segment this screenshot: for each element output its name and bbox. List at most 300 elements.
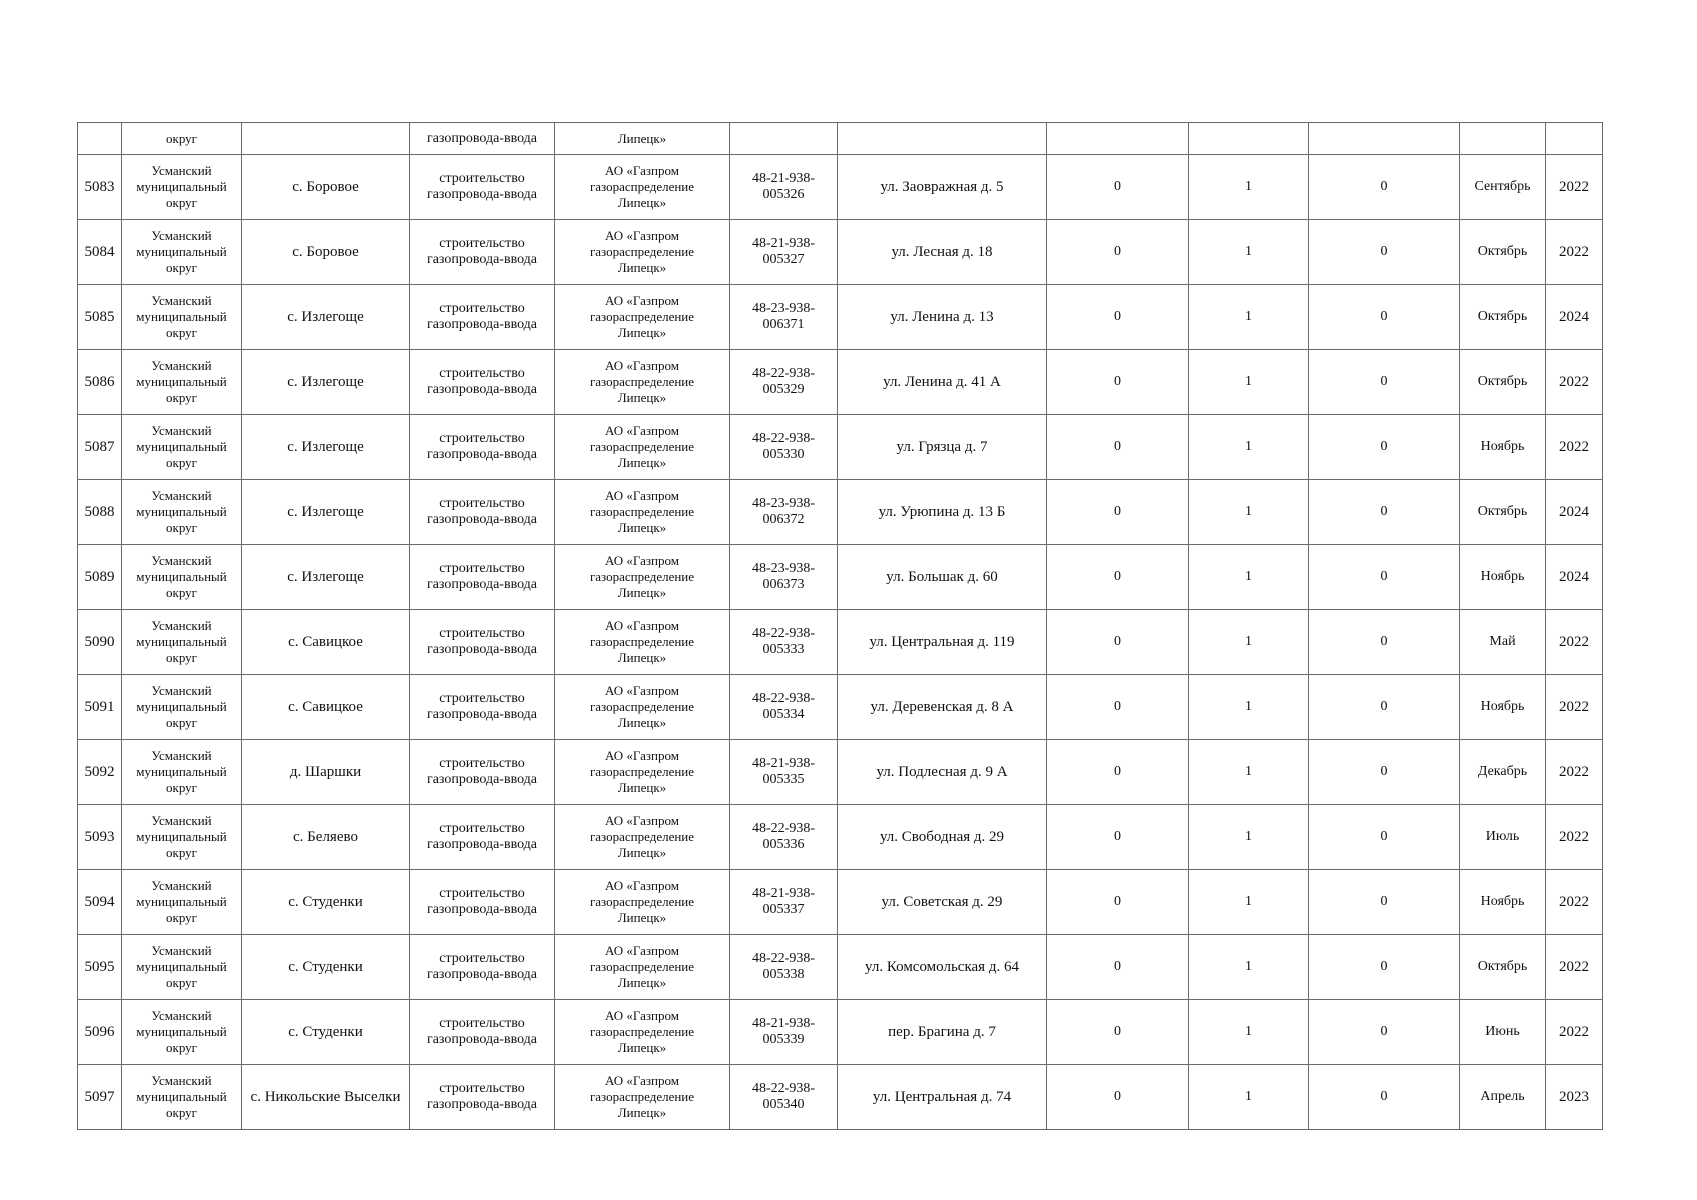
value2-cell — [1189, 610, 1309, 675]
month-text: Июль — [1485, 829, 1520, 844]
district-cell — [122, 123, 242, 155]
table-row — [78, 610, 1603, 675]
value2-cell — [1189, 1000, 1309, 1065]
value1-text: 0 — [1114, 764, 1121, 779]
object-id-line: 48-22-938- — [752, 951, 815, 966]
month-cell — [1460, 155, 1546, 220]
locality-cell — [242, 805, 410, 870]
address-text: ул. Центральная д. 119 — [869, 634, 1015, 650]
year-cell — [1546, 610, 1603, 675]
month-cell — [1460, 805, 1546, 870]
work-type-cell — [410, 220, 555, 285]
organization-line: Липецк» — [617, 325, 667, 340]
row-number-cell — [78, 935, 122, 1000]
address-text: ул. Комсомольская д. 64 — [865, 959, 1019, 975]
locality-text: с. Боровое — [292, 179, 359, 195]
district-line: Усманский — [151, 1008, 212, 1023]
district-line: округ — [166, 650, 197, 665]
value2-text: 1 — [1245, 569, 1252, 584]
object-id-line: 48-22-938- — [752, 691, 815, 706]
object-id-cell — [730, 285, 838, 350]
row-number-text: 5086 — [84, 374, 115, 390]
value3-cell — [1309, 740, 1460, 805]
value1-text: 0 — [1114, 894, 1121, 909]
value3-cell — [1309, 870, 1460, 935]
year-text: 2022 — [1559, 829, 1589, 845]
month-text: Октябрь — [1477, 244, 1528, 259]
organization-line: газораспределение — [589, 439, 695, 454]
organization-line: АО «Газпром — [605, 228, 679, 243]
organization-line: газораспределение — [589, 699, 695, 714]
district-line: округ — [166, 585, 197, 600]
address-cell — [838, 545, 1047, 610]
table-row — [78, 350, 1603, 415]
value1-cell — [1047, 740, 1189, 805]
row-number-cell — [78, 480, 122, 545]
table-row — [78, 155, 1603, 220]
work-type-line: газопровода-ввода — [426, 1097, 538, 1112]
work-type-line: газопровода-ввода — [426, 317, 538, 332]
value3-text: 0 — [1380, 1024, 1388, 1039]
value3-cell — [1309, 350, 1460, 415]
district-text: округ — [166, 130, 197, 146]
value1-cell — [1047, 805, 1189, 870]
value2-text: 1 — [1245, 1024, 1252, 1039]
value2-cell — [1189, 740, 1309, 805]
work-type-line: газопровода-ввода — [426, 252, 538, 267]
year-text: 2022 — [1559, 634, 1589, 650]
row-number-text: 5087 — [84, 439, 115, 455]
value1-text: 0 — [1114, 829, 1121, 844]
organization-line: Липецк» — [617, 260, 667, 275]
table-row — [78, 415, 1603, 480]
organization-cell — [555, 123, 730, 155]
month-text: Ноябрь — [1480, 569, 1525, 584]
work-type-cell — [410, 1000, 555, 1065]
address-cell — [838, 350, 1047, 415]
organization-line: АО «Газпром — [605, 1073, 679, 1088]
object-id-line: 48-21-938- — [752, 886, 815, 901]
work-type-line: газопровода-ввода — [426, 772, 538, 787]
district-cell — [122, 480, 242, 545]
object-id-cell — [730, 1000, 838, 1065]
year-cell — [1546, 740, 1603, 805]
year-text: 2022 — [1559, 374, 1589, 390]
address-text: ул. Грязца д. 7 — [896, 439, 988, 455]
address-text: ул. Лесная д. 18 — [891, 244, 993, 260]
work-type-line: газопровода-ввода — [426, 187, 538, 202]
district-line: муниципальный — [136, 179, 227, 194]
organization-cell — [555, 285, 730, 350]
organization-line: Липецк» — [617, 780, 667, 795]
locality-cell — [242, 480, 410, 545]
row-number-cell — [78, 1000, 122, 1065]
year-text: 2022 — [1559, 699, 1589, 715]
locality-text: с. Излегоще — [287, 439, 364, 455]
work-type-line: газопровода-ввода — [426, 902, 538, 917]
locality-text: д. Шаршки — [289, 764, 362, 780]
district-line: Усманский — [151, 813, 212, 828]
work-type-line: строительство — [439, 496, 525, 511]
object-id-line: 005334 — [762, 707, 805, 722]
value1-cell — [1047, 870, 1189, 935]
object-id-line: 48-22-938- — [752, 821, 815, 836]
district-line: округ — [166, 455, 197, 470]
value3-text: 0 — [1380, 504, 1388, 519]
object-id-line: 005339 — [762, 1032, 805, 1047]
locality-text: с. Излегоще — [287, 309, 364, 325]
month-cell — [1460, 870, 1546, 935]
address-cell — [838, 123, 1047, 155]
value2-cell — [1189, 415, 1309, 480]
locality-cell — [242, 740, 410, 805]
organization-line: Липецк» — [617, 650, 667, 665]
value2-cell — [1189, 675, 1309, 740]
table-row — [78, 545, 1603, 610]
value2-text: 1 — [1245, 764, 1252, 779]
value1-cell — [1047, 155, 1189, 220]
work-type-cell — [410, 545, 555, 610]
month-text: Декабрь — [1477, 764, 1528, 779]
value2-cell — [1189, 805, 1309, 870]
month-text: Ноябрь — [1480, 439, 1525, 454]
organization-line: АО «Газпром — [605, 488, 679, 503]
month-cell — [1460, 675, 1546, 740]
row-number-cell — [78, 545, 122, 610]
district-line: Усманский — [151, 163, 212, 178]
work-type-line: газопровода-ввода — [426, 642, 538, 657]
value2-text: 1 — [1245, 959, 1252, 974]
row-number-text: 5094 — [84, 894, 115, 910]
value2-cell — [1189, 545, 1309, 610]
work-type-line: строительство — [439, 626, 525, 641]
district-line: Усманский — [151, 228, 212, 243]
year-text: 2024 — [1559, 309, 1589, 325]
organization-line: АО «Газпром — [605, 683, 679, 698]
row-number-text: 5096 — [84, 1024, 115, 1040]
district-line: округ — [166, 1105, 197, 1120]
value3-text: 0 — [1380, 959, 1388, 974]
object-id-line: 48-21-938- — [752, 171, 815, 186]
district-line: округ — [166, 390, 197, 405]
value1-cell — [1047, 675, 1189, 740]
value3-cell — [1309, 610, 1460, 675]
year-text: 2023 — [1559, 1089, 1589, 1105]
object-id-line: 005340 — [762, 1097, 805, 1112]
work-type-line: газопровода-ввода — [426, 837, 538, 852]
organization-line: Липецк» — [617, 520, 667, 535]
year-cell — [1546, 480, 1603, 545]
row-number-text: 5092 — [84, 764, 115, 780]
year-cell — [1546, 805, 1603, 870]
district-cell — [122, 220, 242, 285]
row-number-cell — [78, 675, 122, 740]
locality-text: с. Савицкое — [288, 634, 363, 650]
work-type-cell — [410, 155, 555, 220]
month-cell — [1460, 740, 1546, 805]
value2-cell — [1189, 935, 1309, 1000]
value3-text: 0 — [1380, 764, 1388, 779]
value1-text: 0 — [1114, 374, 1121, 389]
row-number-text: 5088 — [84, 504, 115, 520]
organization-line: АО «Газпром — [605, 163, 679, 178]
locality-text: с. Савицкое — [288, 699, 363, 715]
value3-text: 0 — [1380, 569, 1388, 584]
object-id-cell — [730, 610, 838, 675]
value3-cell — [1309, 415, 1460, 480]
value3-text: 0 — [1380, 1089, 1388, 1104]
district-line: муниципальный — [136, 829, 227, 844]
object-id-line: 48-23-938- — [752, 496, 815, 511]
work-type-cell — [410, 740, 555, 805]
value3-cell — [1309, 155, 1460, 220]
district-line: муниципальный — [136, 1089, 227, 1104]
address-cell — [838, 415, 1047, 480]
value3-text: 0 — [1380, 179, 1388, 194]
value2-text: 1 — [1245, 244, 1252, 259]
object-id-line: 48-21-938- — [752, 756, 815, 771]
row-number-text: 5093 — [84, 829, 115, 845]
address-cell — [838, 480, 1047, 545]
organization-line: газораспределение — [589, 179, 695, 194]
district-line: округ — [166, 780, 197, 795]
district-cell — [122, 155, 242, 220]
year-cell — [1546, 675, 1603, 740]
row-number-cell — [78, 415, 122, 480]
work-type-cell — [410, 350, 555, 415]
work-type-line: строительство — [439, 951, 525, 966]
district-line: Усманский — [151, 943, 212, 958]
district-line: муниципальный — [136, 894, 227, 909]
month-text: Октябрь — [1477, 959, 1528, 974]
object-id-line: 48-22-938- — [752, 431, 815, 446]
value3-text: 0 — [1380, 829, 1388, 844]
value1-cell — [1047, 610, 1189, 675]
object-id-cell — [730, 675, 838, 740]
district-line: округ — [166, 1040, 197, 1055]
value3-cell — [1309, 545, 1460, 610]
value3-text: 0 — [1380, 439, 1388, 454]
organization-line: Липецк» — [617, 715, 667, 730]
value1-cell — [1047, 480, 1189, 545]
organization-cell — [555, 350, 730, 415]
month-cell — [1460, 480, 1546, 545]
organization-line: газораспределение — [589, 504, 695, 519]
address-text: ул. Деревенская д. 8 А — [870, 699, 1014, 715]
value3-cell — [1309, 480, 1460, 545]
district-line: Усманский — [151, 358, 212, 373]
object-id-line: 005336 — [762, 837, 805, 852]
value1-text: 0 — [1114, 309, 1121, 324]
object-id-line: 48-22-938- — [752, 1081, 815, 1096]
year-text: 2022 — [1559, 244, 1589, 260]
district-line: муниципальный — [136, 764, 227, 779]
row-number-text: 5084 — [84, 244, 115, 260]
month-cell — [1460, 545, 1546, 610]
value1-text: 0 — [1114, 504, 1121, 519]
value3-cell — [1309, 285, 1460, 350]
address-text: ул. Ленина д. 41 А — [883, 374, 1001, 390]
row-number-text: 5085 — [84, 309, 115, 325]
table-row — [78, 740, 1603, 805]
year-cell — [1546, 285, 1603, 350]
value1-cell — [1047, 123, 1189, 155]
value1-cell — [1047, 935, 1189, 1000]
work-type-line: строительство — [439, 171, 525, 186]
object-id-line: 006373 — [762, 577, 805, 592]
value2-cell — [1189, 220, 1309, 285]
address-cell — [838, 870, 1047, 935]
year-cell — [1546, 415, 1603, 480]
month-text: Октябрь — [1477, 374, 1528, 389]
organization-cell — [555, 415, 730, 480]
value1-text: 0 — [1114, 244, 1121, 259]
organization-cell — [555, 1065, 730, 1130]
value1-cell — [1047, 1065, 1189, 1130]
value3-text: 0 — [1380, 374, 1388, 389]
table-row — [78, 285, 1603, 350]
work-type-line: газопровода-ввода — [426, 512, 538, 527]
address-cell — [838, 285, 1047, 350]
year-cell — [1546, 545, 1603, 610]
year-cell — [1546, 123, 1603, 155]
organization-line: газораспределение — [589, 764, 695, 779]
locality-text: с. Излегоще — [287, 569, 364, 585]
object-id-line: 005333 — [762, 642, 805, 657]
month-text: Ноябрь — [1480, 699, 1525, 714]
object-id-line: 48-22-938- — [752, 626, 815, 641]
district-line: округ — [166, 195, 197, 210]
object-id-cell — [730, 805, 838, 870]
district-cell — [122, 675, 242, 740]
value1-cell — [1047, 220, 1189, 285]
organization-line: Липецк» — [617, 975, 667, 990]
locality-cell — [242, 610, 410, 675]
address-cell — [838, 220, 1047, 285]
value3-text: 0 — [1380, 634, 1388, 649]
organization-cell — [555, 545, 730, 610]
month-cell — [1460, 610, 1546, 675]
locality-cell — [242, 935, 410, 1000]
value2-cell — [1189, 123, 1309, 155]
row-number-cell — [78, 740, 122, 805]
district-cell — [122, 935, 242, 1000]
district-line: муниципальный — [136, 244, 227, 259]
value3-cell — [1309, 123, 1460, 155]
value3-cell — [1309, 805, 1460, 870]
district-cell — [122, 545, 242, 610]
value3-text: 0 — [1380, 699, 1388, 714]
organization-line: газораспределение — [589, 374, 695, 389]
work-text: газопровода-ввода — [426, 130, 538, 146]
row-number-text: 5083 — [84, 179, 115, 195]
continuation-row — [78, 123, 1603, 155]
work-type-cell — [410, 1065, 555, 1130]
value3-text: 0 — [1380, 894, 1388, 909]
district-line: муниципальный — [136, 439, 227, 454]
work-type-line: газопровода-ввода — [426, 967, 538, 982]
locality-text: с. Студенки — [288, 1024, 363, 1040]
organization-cell — [555, 155, 730, 220]
work-type-cell — [410, 415, 555, 480]
object-id-line: 48-21-938- — [752, 236, 815, 251]
work-type-cell — [410, 480, 555, 545]
locality-cell — [242, 675, 410, 740]
row-number-cell — [78, 805, 122, 870]
month-cell — [1460, 123, 1546, 155]
organization-line: газораспределение — [589, 569, 695, 584]
address-text: пер. Брагина д. 7 — [888, 1024, 996, 1040]
district-line: Усманский — [151, 423, 212, 438]
object-id-line: 48-23-938- — [752, 561, 815, 576]
table-row — [78, 220, 1603, 285]
year-text: 2024 — [1559, 504, 1589, 520]
locality-cell — [242, 285, 410, 350]
district-cell — [122, 805, 242, 870]
organization-cell — [555, 740, 730, 805]
district-cell — [122, 1065, 242, 1130]
year-text: 2022 — [1559, 959, 1589, 975]
value2-text: 1 — [1245, 894, 1252, 909]
organization-line: газораспределение — [589, 894, 695, 909]
district-cell — [122, 870, 242, 935]
gasification-schedule-table — [77, 122, 1603, 1130]
locality-text: с. Никольские Выселки — [250, 1089, 401, 1105]
year-text: 2022 — [1559, 439, 1589, 455]
district-line: Усманский — [151, 488, 212, 503]
value1-text: 0 — [1114, 634, 1121, 649]
object-id-cell — [730, 480, 838, 545]
address-text: ул. Советская д. 29 — [881, 894, 1003, 910]
month-text: Октябрь — [1477, 309, 1528, 324]
object-id-line: 005327 — [762, 252, 805, 267]
row-number-text: 5089 — [84, 569, 115, 585]
district-line: округ — [166, 260, 197, 275]
object-id-line: 48-23-938- — [752, 301, 815, 316]
organization-line: АО «Газпром — [605, 813, 679, 828]
value2-cell — [1189, 480, 1309, 545]
year-cell — [1546, 935, 1603, 1000]
organization-cell — [555, 610, 730, 675]
locality-text: с. Излегоще — [287, 374, 364, 390]
value3-text: 0 — [1380, 309, 1388, 324]
district-line: Усманский — [151, 1073, 212, 1088]
value3-cell — [1309, 220, 1460, 285]
object-id-line: 006372 — [762, 512, 805, 527]
organization-cell — [555, 935, 730, 1000]
object-id-cell — [730, 935, 838, 1000]
organization-line: АО «Газпром — [605, 358, 679, 373]
month-text: Апрель — [1480, 1089, 1525, 1104]
value3-cell — [1309, 1065, 1460, 1130]
table-row — [78, 935, 1603, 1000]
row-number-text: 5097 — [84, 1089, 115, 1105]
object-id-line: 005337 — [762, 902, 805, 917]
work-type-line: строительство — [439, 1016, 525, 1031]
month-text: Октябрь — [1477, 504, 1528, 519]
organization-line: Липецк» — [617, 845, 667, 860]
address-cell — [838, 740, 1047, 805]
object-id-line: 005326 — [762, 187, 805, 202]
value2-text: 1 — [1245, 1089, 1252, 1104]
year-cell — [1546, 870, 1603, 935]
row-number-cell — [78, 285, 122, 350]
organization-line: Липецк» — [617, 390, 667, 405]
work-type-cell — [410, 610, 555, 675]
row-number-cell — [78, 1065, 122, 1130]
row-number-text: 5090 — [84, 634, 115, 650]
year-cell — [1546, 220, 1603, 285]
